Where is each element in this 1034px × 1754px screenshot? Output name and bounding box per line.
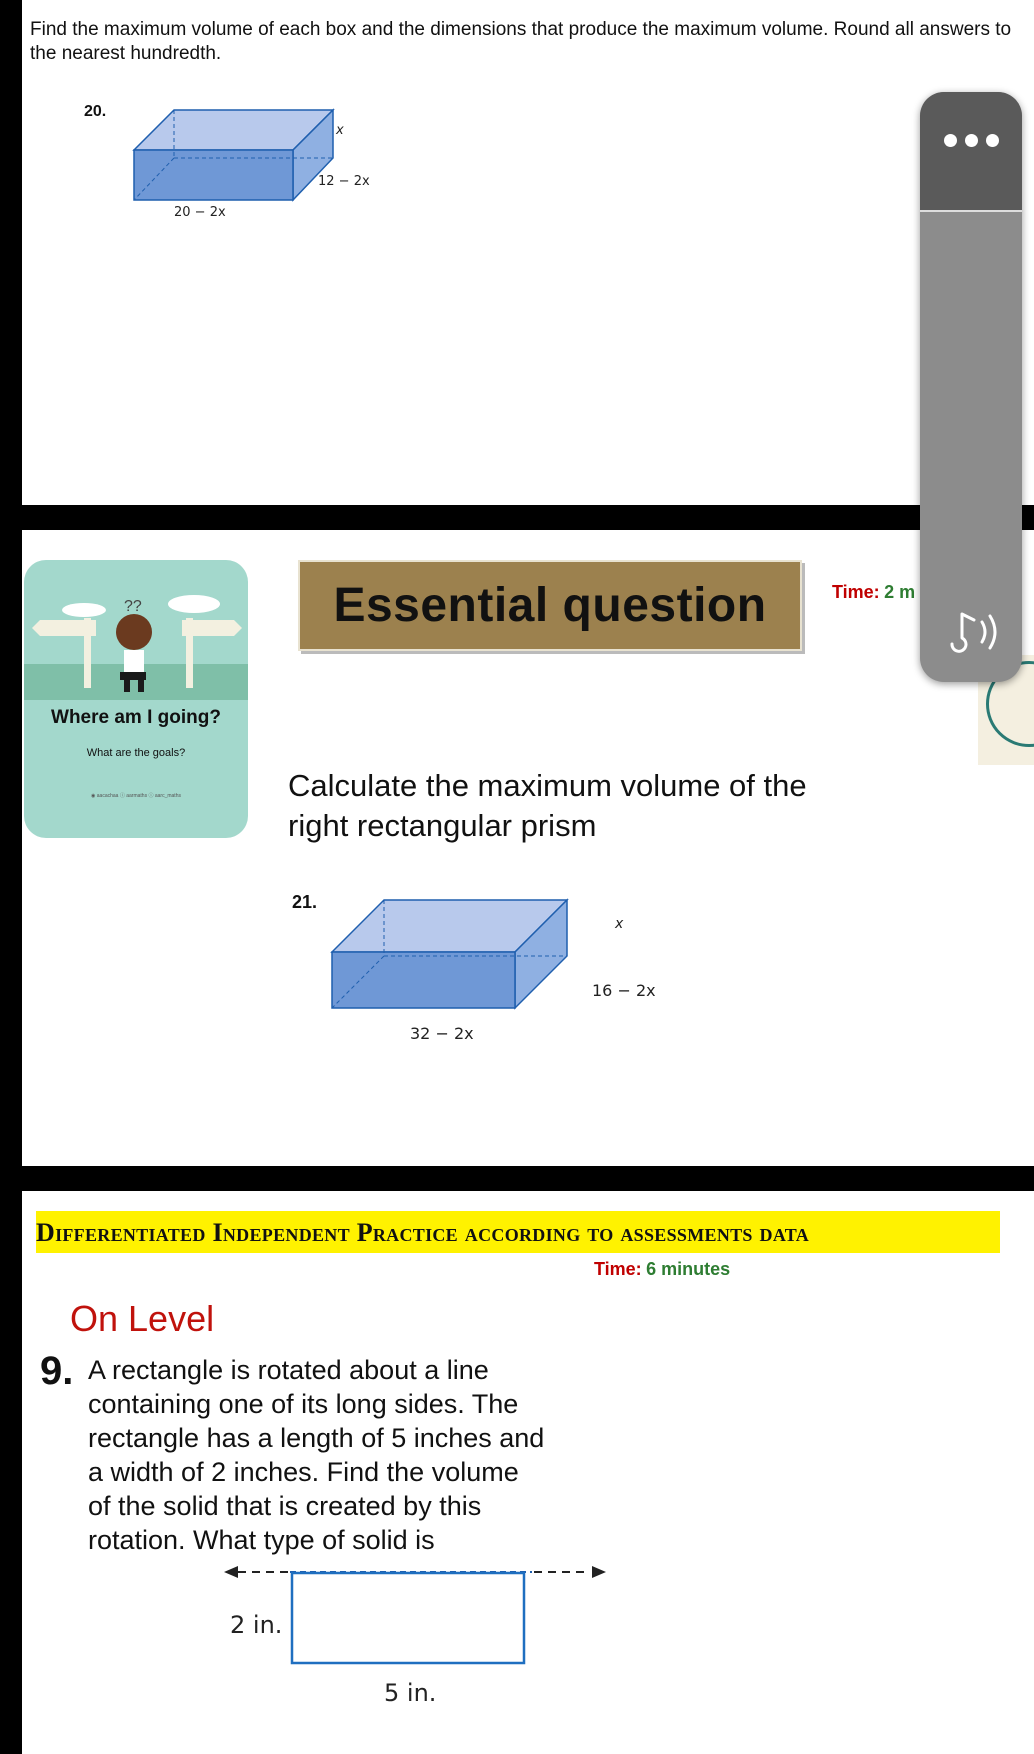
goal-card-footer: ◉ aacachaa ⓘ aarmaths ⓘ aarc_maths	[91, 793, 181, 799]
toolbar-menu-section[interactable]	[920, 92, 1022, 212]
instructions-text: Find the maximum volume of each box and the dimensions that produce the maximum volume. Round all answers to the nearest hundredth.	[30, 19, 1012, 64]
essential-question-text: Calculate the maximum volume of the right rectangular prism	[288, 768, 807, 843]
goal-card-title: Where am I going?	[51, 707, 221, 728]
level-heading: On Level	[70, 1298, 215, 1339]
width-label: 2 in.	[230, 1611, 283, 1639]
question-number: 9.	[40, 1349, 74, 1393]
dim-length-21: 32 − 2x	[410, 1024, 474, 1043]
practice-timer	[594, 1259, 730, 1280]
practice-timer-value: 6 minutes	[646, 1259, 731, 1279]
worksheet-panel-top	[22, 0, 1034, 505]
goal-card	[24, 560, 248, 838]
problem-number-21: 21.	[292, 892, 318, 912]
dim-depth-21: 16 − 2x	[592, 981, 656, 1000]
practice-banner-title	[36, 1218, 1000, 1248]
box-diagram-20	[102, 100, 422, 220]
dim-height-21: x	[615, 916, 624, 932]
question-text: A rectangle is rotated about a line containing one of its long sides. The rectangle has a length of 5 inches and a width of 2 inches. Find the volume of the solid that is created by this rotation. What type of solid is	[88, 1355, 545, 1555]
signpost-illustration	[24, 560, 248, 700]
essential-timer	[832, 582, 915, 603]
practice-banner-text: Differentiated Independent Practice according to assessments data	[36, 1218, 810, 1247]
dim-length-20: 20 − 2x	[174, 205, 226, 220]
audio-read-aloud-icon[interactable]	[942, 604, 1004, 660]
floating-toolbar[interactable]	[920, 92, 1022, 682]
question-marks: ??	[124, 598, 142, 615]
length-label: 5 in.	[384, 1679, 437, 1707]
problem-number-20: 20.	[84, 103, 107, 120]
practice-timer-label: Time:	[594, 1259, 642, 1279]
goal-card-subtitle: What are the goals?	[86, 747, 186, 759]
dim-height-20: x	[336, 123, 344, 138]
essential-question-title: Essential question	[333, 579, 767, 632]
dim-depth-20: 12 − 2x	[318, 174, 370, 189]
practice-panel	[22, 1191, 1034, 1754]
essential-question-banner	[298, 560, 802, 651]
timer-label: Time:	[832, 582, 880, 602]
timer-value: 2 m	[884, 582, 916, 602]
box-diagram-21	[322, 892, 642, 1052]
essential-question-panel	[22, 530, 1034, 1166]
